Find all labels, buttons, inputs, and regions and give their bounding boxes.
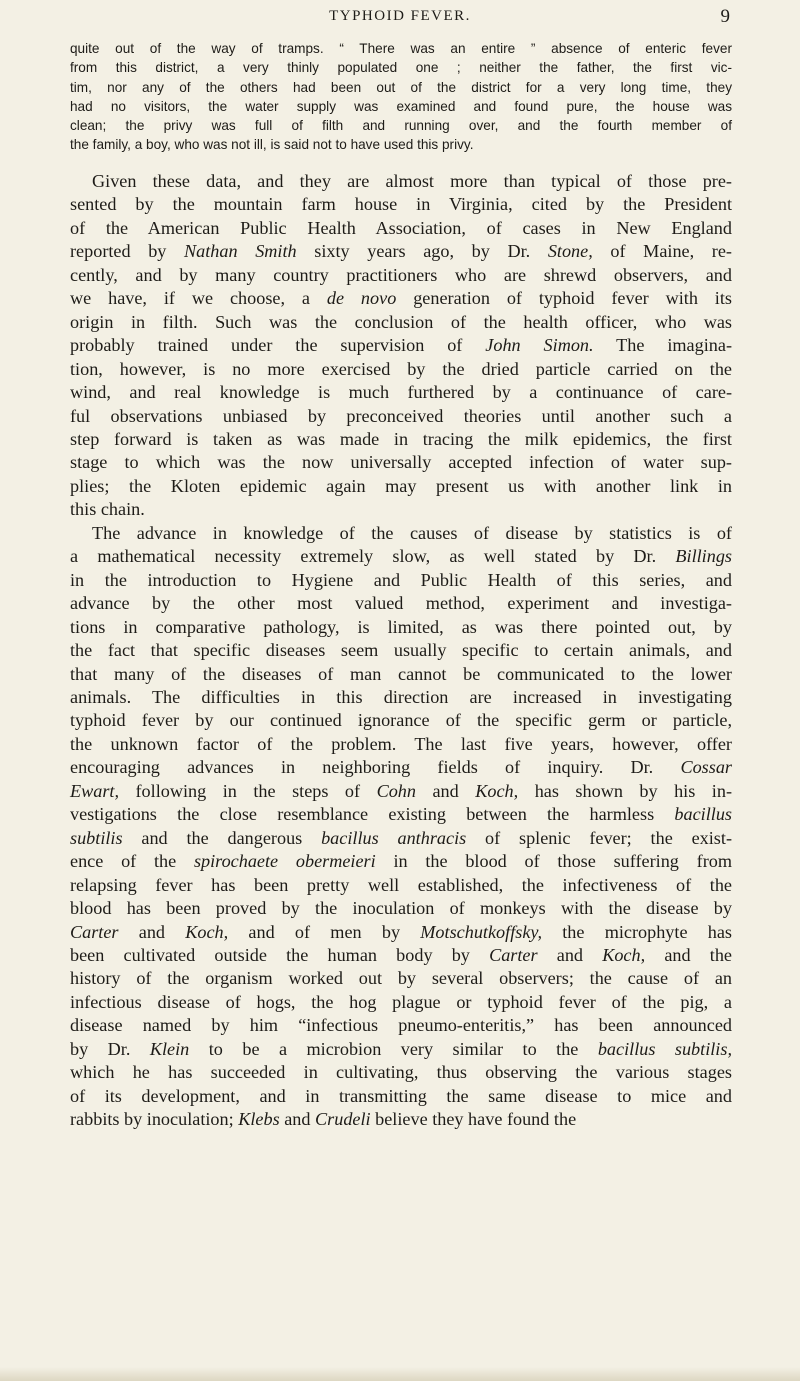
text-run: disease named by him “infectious pneumo-enteritis,” has been announced — [70, 1015, 732, 1036]
running-head — [70, 6, 730, 30]
text-line — [70, 193, 732, 216]
italic-run: John Simon. — [485, 335, 594, 356]
text-line — [70, 733, 732, 756]
text-run: infectious disease of hogs, the hog plague or typhoid fever of the pig, a — [70, 991, 732, 1012]
running-title: TYPHOID FEVER. — [329, 8, 471, 24]
text-line — [70, 1061, 732, 1084]
text-run: by Dr. — [70, 1038, 150, 1059]
italic-run: Ewart, — [70, 780, 120, 801]
text-line — [70, 170, 732, 193]
italic-run: Klebs — [238, 1109, 280, 1130]
text-run: plies; the Kloten epidemic again may present us with another link in — [70, 475, 732, 496]
text-line — [70, 78, 732, 97]
italic-run: Koch, — [602, 944, 646, 965]
text-line — [70, 709, 732, 732]
text-run: a mathematical necessity extremely slow, as well stated by Dr. — [70, 546, 676, 567]
text-run: stage to which was the now universally accepted infection of water sup- — [70, 452, 732, 473]
text-line — [70, 522, 732, 545]
text-line — [70, 334, 732, 357]
italic-run: Carter — [70, 921, 119, 942]
text-run: and — [416, 780, 476, 801]
italic-run: Billings — [675, 546, 732, 567]
text-run: history of the organism worked out by several observers; the cause of an — [70, 968, 732, 989]
text-run: in the introduction to Hygiene and Public Health of this series, and — [70, 569, 732, 590]
text-run: has shown by his in- — [518, 780, 733, 801]
italic-run: bacillus subtilis, — [597, 1038, 732, 1059]
text-line — [70, 1038, 732, 1061]
text-run: that many of the diseases of man cannot be communicated to the lower — [70, 663, 732, 684]
text-run: following in the steps of — [119, 780, 377, 801]
text-run: believe they have found the — [370, 1109, 577, 1130]
text-run: of Maine, re- — [592, 241, 732, 262]
text-line — [70, 569, 732, 592]
text-line — [70, 287, 732, 310]
text-run: sixty years ago, by Dr. — [296, 241, 548, 262]
text-line — [70, 545, 732, 568]
text-line — [70, 240, 732, 263]
text-line — [70, 451, 732, 474]
text-run: animals. The difficulties in this direction are increased in investigating — [70, 686, 732, 707]
text-line — [70, 135, 732, 154]
text-line — [70, 1108, 732, 1131]
text-run: and — [279, 1109, 316, 1130]
text-line — [70, 1085, 732, 1108]
page-bottom-edge — [0, 1367, 800, 1381]
text-run: of the American Public Health Association, of cases in New England — [70, 217, 732, 238]
text-run: from this district, a very thinly populated one ; neither the father, the first vic- — [70, 60, 732, 76]
text-run: vestigations the close resemblance existing between the harmless — [70, 804, 675, 825]
text-run: tim, nor any of the others had been out of the district for a very long time, they — [70, 79, 732, 95]
text-line — [70, 897, 732, 920]
text-line — [70, 428, 732, 451]
text-run: which he has succeeded in cultivating, thus observing the various stages — [70, 1062, 732, 1083]
text-line — [70, 39, 732, 58]
text-line — [70, 850, 732, 873]
text-run: Given these data, and they are almost more than typical of those pre- — [92, 171, 732, 191]
text-line — [70, 827, 732, 850]
text-line — [70, 967, 732, 990]
text-line — [70, 874, 732, 897]
italic-run: Stone, — [547, 241, 593, 262]
italic-run: Koch, — [185, 921, 229, 942]
text-run: The advance in knowledge of the causes of disease by statistics is of — [92, 522, 732, 543]
text-run: sented by the mountain farm house in Virginia, cited by the President — [70, 194, 732, 215]
text-run: to be a microbion very similar to the — [189, 1038, 598, 1059]
text-run: ful observations unbiased by preconceived theories until another such a — [70, 405, 732, 426]
text-run: rabbits by inoculation; — [70, 1109, 239, 1130]
text-line — [70, 944, 732, 967]
text-run: typhoid fever by our continued ignorance of the specific germ or particle, — [70, 710, 732, 731]
text-line — [70, 116, 732, 135]
text-run: generation of typhoid fever with its — [396, 288, 732, 309]
text-line — [70, 616, 732, 639]
text-run: we have, if we choose, a — [70, 288, 327, 309]
body-text — [70, 170, 732, 1132]
text-run: cently, and by many country practitioners who are shrewd observers, and — [70, 264, 732, 285]
text-run: quite out of the way of tramps. “ There was an entire ” absence of enteric fever — [70, 41, 732, 56]
text-run: origin in filth. Such was the conclusion of the health officer, who was — [70, 311, 732, 332]
text-line — [70, 780, 732, 803]
text-run: encouraging advances in neighboring fields of inquiry. Dr. — [70, 757, 681, 778]
text-run: relapsing fever has been pretty well established, the infectiveness of the — [70, 874, 732, 895]
text-run: wind, and real knowledge is much furthered by a continuance of care- — [70, 382, 732, 403]
text-run: the unknown factor of the problem. The last five years, however, offer — [70, 733, 732, 754]
text-line — [70, 405, 732, 428]
text-line — [70, 921, 732, 944]
italic-run: Klein — [149, 1038, 190, 1059]
text-line — [70, 311, 732, 334]
text-run: the fact that specific diseases seem usually specific to certain animals, and — [70, 640, 732, 661]
text-run: tion, however, is no more exercised by the dried particle carried on the — [70, 358, 732, 379]
text-run: and — [537, 944, 603, 965]
italic-run: Crudeli — [315, 1109, 371, 1130]
text-line — [70, 1014, 732, 1037]
text-run: blood has been proved by the inoculation of monkeys with the disease by — [70, 898, 732, 919]
text-line — [70, 686, 732, 709]
text-run: the microphyte has — [542, 921, 733, 942]
italic-run: Cohn — [376, 780, 416, 801]
text-line — [70, 264, 732, 287]
italic-run: Nathan Smith — [184, 241, 297, 262]
text-run: the family, a boy, who was not ill, is said not to have used this privy. — [70, 137, 474, 153]
text-run: tions in comparative pathology, is limited, as was there pointed out, by — [70, 616, 732, 637]
text-run: this chain. — [70, 499, 145, 520]
text-line — [70, 639, 732, 662]
italic-run: de novo — [326, 288, 397, 309]
text-line — [70, 97, 732, 116]
text-line — [70, 358, 732, 381]
italic-run: Carter — [489, 944, 538, 965]
italic-run: bacillus — [674, 804, 732, 825]
text-run: and the dangerous — [122, 827, 322, 848]
text-run: of its development, and in transmitting the same disease to mice and — [70, 1085, 732, 1106]
text-line — [70, 475, 732, 498]
italic-run: subtilis — [70, 827, 123, 848]
italic-run: spirochaete obermeieri — [193, 851, 376, 872]
text-run: The imagina- — [593, 335, 732, 356]
text-line — [70, 381, 732, 404]
text-run: step forward is taken as was made in tracing the milk epidemics, the first — [70, 428, 732, 449]
text-run: ence of the — [70, 851, 194, 872]
text-run: and — [118, 921, 186, 942]
text-line — [70, 756, 732, 779]
text-run: clean; the privy was full of filth and running over, and the fourth member of — [70, 118, 732, 134]
page-number: 9 — [720, 6, 730, 27]
text-run: and of men by — [228, 921, 421, 942]
text-run: of splenic fever; the exist- — [466, 827, 732, 848]
text-run: been cultivated outside the human body by — [70, 944, 490, 965]
text-run: had no visitors, the water supply was examined and found pure, the house was — [70, 98, 732, 114]
text-run: probably trained under the supervision of — [70, 335, 486, 356]
text-run: reported by — [70, 241, 185, 262]
text-run: advance by the other most valued method, experiment and investiga- — [70, 593, 732, 614]
italic-run: Motschutkoffsky, — [420, 921, 543, 942]
text-line — [70, 498, 732, 521]
text-line — [70, 592, 732, 615]
italic-run: Cossar — [680, 757, 732, 778]
text-run: in the blood of those suffering from — [375, 851, 733, 872]
text-line — [70, 991, 732, 1014]
text-line — [70, 217, 732, 240]
text-line — [70, 663, 732, 686]
quoted-case-extract — [70, 39, 732, 155]
italic-run: bacillus anthracis — [321, 827, 467, 848]
text-line — [70, 58, 732, 77]
italic-run: Koch, — [475, 780, 519, 801]
text-line — [70, 803, 732, 826]
text-run: and the — [645, 944, 732, 965]
